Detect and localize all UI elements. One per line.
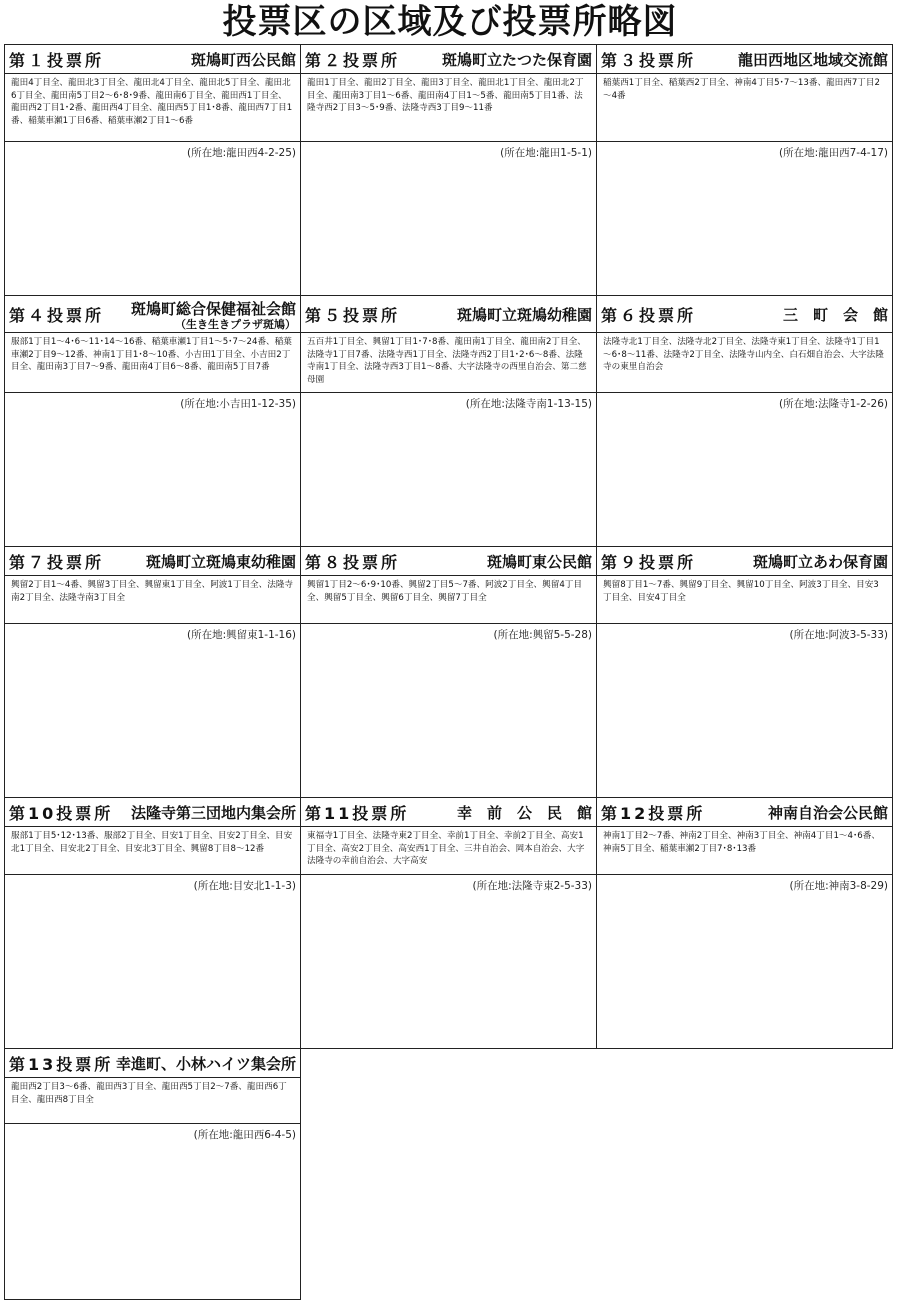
station-districts: 神南1丁目2～7番、神南2丁目全、神南3丁目全、神南4丁目1～4･6番、神南5丁目全、稲葉車瀬2丁目7･8･13番 — [597, 827, 892, 875]
station-header — [597, 296, 892, 333]
station-facility: 神南自治会公民館 — [767, 803, 888, 822]
station-number: 第９投票所 — [601, 552, 697, 572]
polling-station-11 — [300, 797, 597, 1049]
station-header — [5, 798, 300, 827]
station-header — [597, 798, 892, 827]
station-facility: 斑鳩町立斑鳩東幼稚園 — [145, 552, 296, 571]
station-facility: 幸 前 公 民 館 — [456, 803, 592, 822]
station-facility: 三 町 会 館 — [782, 305, 888, 324]
station-districts: 五百井1丁目全、興留1丁目1･7･8番、龍田南1丁目全、龍田南2丁目全、法隆寺1丁目7番、法隆寺西1丁目全、法隆寺西2丁目1･2･6～8番、法隆寺南1丁目全、法隆寺西3丁目1～8番、大字法隆寺の西里自治会、第二慈母園 — [301, 333, 596, 393]
station-facility-name: 斑鳩町総合保健福祉会館 — [130, 299, 296, 318]
station-number: 第３投票所 — [601, 50, 697, 70]
station-address: (所在地:阿波3-5-33) — [789, 629, 888, 641]
station-address: (所在地:龍田1-5-1) — [500, 147, 592, 159]
station-address: (所在地:法隆寺南1-13-15) — [465, 398, 592, 410]
station-number: 第11投票所 — [305, 803, 410, 823]
station-districts: 興留1丁目2～6･9･10番、興留2丁目5～7番、阿波2丁目全、興留4丁目全、興留5丁目全、興留6丁目全、興留7丁目全 — [301, 576, 596, 624]
polling-station-5 — [300, 295, 597, 547]
station-map-area — [597, 875, 892, 1048]
station-districts: 興留8丁目1～7番、興留9丁目全、興留10丁目全、阿波3丁目全、目安3丁目全、目安4丁目全 — [597, 576, 892, 624]
station-map-area — [301, 142, 596, 295]
station-map-area — [5, 624, 300, 797]
station-address: (所在地:目安北1-1-3) — [193, 880, 296, 892]
polling-station-1 — [4, 44, 301, 296]
polling-station-2 — [300, 44, 597, 296]
station-map-area — [301, 624, 596, 797]
station-map-area — [597, 393, 892, 546]
station-map-area — [597, 624, 892, 797]
polling-station-12 — [596, 797, 893, 1049]
station-header — [301, 296, 596, 333]
station-facility: 斑鳩町東公民館 — [486, 552, 592, 571]
station-header — [5, 296, 300, 333]
station-facility: 斑鳩町西公民館 — [190, 50, 296, 69]
station-address: (所在地:興留5-5-28) — [493, 629, 592, 641]
station-header — [5, 547, 300, 576]
station-facility — [104, 298, 296, 331]
polling-station-6 — [596, 295, 893, 547]
station-facility: 斑鳩町立あわ保育園 — [752, 552, 888, 571]
station-districts: 服部1丁目5･12･13番、服部2丁目全、目安1丁目全、目安2丁目全、目安北1丁目全、目安北2丁目全、目安北3丁目全、興留8丁目8～12番 — [5, 827, 300, 875]
station-number: 第２投票所 — [305, 50, 401, 70]
station-header — [301, 45, 596, 74]
station-address: (所在地:小吉田1-12-35) — [180, 398, 296, 410]
station-header — [5, 45, 300, 74]
station-address: (所在地:興留東1-1-16) — [186, 629, 296, 641]
station-number: 第10投票所 — [9, 803, 114, 823]
station-facility: 龍田西地区地域交流館 — [737, 50, 888, 69]
station-facility: 幸進町、小林ハイツ集会所 — [115, 1054, 296, 1073]
station-districts: 興留2丁目1～4番、興留3丁目全、興留東1丁目全、阿波1丁目全、法隆寺南2丁目全、法隆寺南3丁目全 — [5, 576, 300, 624]
station-map-area — [5, 875, 300, 1048]
station-header — [597, 547, 892, 576]
station-map-area — [5, 393, 300, 546]
station-number: 第７投票所 — [9, 552, 105, 572]
station-map-area — [301, 393, 596, 546]
station-districts: 稲葉西1丁目全、稲葉西2丁目全、神南4丁目5･7～13番、龍田西7丁目2～4番 — [597, 74, 892, 142]
station-address: (所在地:神南3-8-29) — [789, 880, 888, 892]
station-header — [301, 798, 596, 827]
station-facility: 斑鳩町立斑鳩幼稚園 — [456, 305, 592, 324]
station-number: 第12投票所 — [601, 803, 706, 823]
station-number: 第８投票所 — [305, 552, 401, 572]
station-districts: 法隆寺北1丁目全、法隆寺北2丁目全、法隆寺東1丁目全、法隆寺1丁目1～6･8～11番、法隆寺2丁目全、法隆寺山内全、白石畑自治会、大字法隆寺の東里自治会 — [597, 333, 892, 393]
polling-station-grid — [5, 45, 893, 1300]
station-facility: 斑鳩町立たつた保育園 — [441, 50, 592, 69]
station-number: 第13投票所 — [9, 1054, 114, 1074]
station-districts: 龍田西2丁目3～6番、龍田西3丁目全、龍田西5丁目2～7番、龍田西6丁目全、龍田西8丁目全 — [5, 1078, 300, 1124]
station-districts: 龍田1丁目全、龍田2丁目全、龍田3丁目全、龍田北1丁目全、龍田北2丁目全、龍田南3丁目1～6番、龍田南4丁目1～5番、龍田南5丁目1番、法隆寺西2丁目3～5･9番、法隆寺西3丁目9～11番 — [301, 74, 596, 142]
station-address: (所在地:龍田西6-4-5) — [193, 1129, 296, 1141]
station-facility: 法隆寺第三団地内集会所 — [130, 803, 296, 822]
polling-station-8 — [300, 546, 597, 798]
station-number: 第６投票所 — [601, 305, 697, 325]
station-districts: 龍田4丁目全、龍田北3丁目全、龍田北4丁目全、龍田北5丁目全、龍田北6丁目全、龍田南5丁目2～6･8･9番、龍田南6丁目全、龍田西1丁目全、龍田西2丁目1･2番、龍田西4丁目全、龍田西5丁目1･8番、龍田西7丁目1番、稲葉車瀬1丁目6番、稲葉車瀬2丁目1～6番 — [5, 74, 300, 142]
station-map-area — [5, 142, 300, 295]
polling-station-4 — [4, 295, 301, 547]
station-header — [597, 45, 892, 74]
polling-station-10 — [4, 797, 301, 1049]
station-map-area — [5, 1124, 300, 1299]
station-address: (所在地:法隆寺東2-5-33) — [472, 880, 592, 892]
polling-station-7 — [4, 546, 301, 798]
station-number: 第４投票所 — [9, 305, 105, 325]
station-address: (所在地:法隆寺1-2-26) — [778, 398, 888, 410]
station-map-area — [301, 875, 596, 1048]
station-address: (所在地:龍田西4-2-25) — [186, 147, 296, 159]
station-number: 第５投票所 — [305, 305, 401, 325]
station-districts: 服部1丁目1～4･6～11･14～16番、稲葉車瀬1丁目1～5･7～24番、稲葉車瀬2丁目9～12番、神南1丁目1･8～10番、小吉田1丁目全、小吉田2丁目全、龍田南3丁目7～9番、龍田南4丁目6～8番、龍田南5丁目7番 — [5, 333, 300, 393]
station-header — [301, 547, 596, 576]
station-number: 第１投票所 — [9, 50, 105, 70]
polling-station-13 — [4, 1048, 301, 1300]
page-title: 投票区の区域及び投票所略図 — [222, 2, 678, 42]
polling-station-9 — [596, 546, 893, 798]
polling-station-3 — [596, 44, 893, 296]
station-map-area — [597, 142, 892, 295]
station-address: (所在地:龍田西7-4-17) — [778, 147, 888, 159]
station-header — [5, 1049, 300, 1078]
station-facility-subtitle: （生き生きプラザ斑鳩） — [175, 317, 296, 331]
station-districts: 東福寺1丁目全、法隆寺東2丁目全、幸前1丁目全、幸前2丁目全、高安1丁目全、高安2丁目全、高安西1丁目全、三井自治会、岡本自治会、大字法隆寺の幸前自治会、大字高安 — [301, 827, 596, 875]
